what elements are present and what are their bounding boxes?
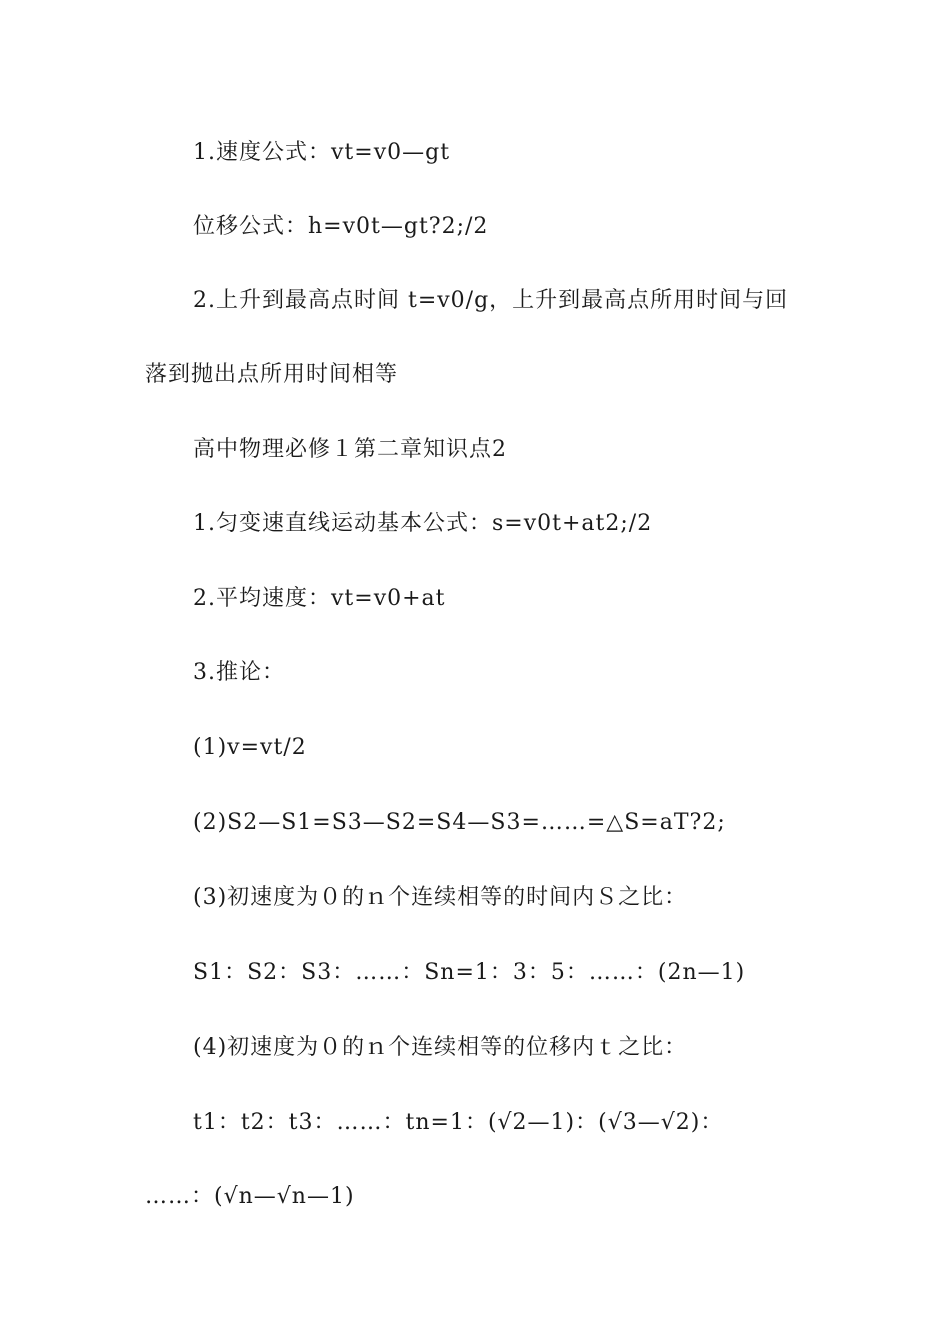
max-height-time-continuation: 落到抛出点所用时间相等 xyxy=(145,362,399,387)
displacement-formula-line: 位移公式：h=v0t—gt?2;/2 xyxy=(193,214,489,239)
corollary-heading: 3.推论： xyxy=(193,660,285,685)
corollary-1-line: (1)v=vt/2 xyxy=(193,735,307,760)
corollary-2-line: (2)S2—S1=S3—S2=S4—S3=……=△S=aT?2; xyxy=(193,810,726,835)
section-heading: 高中物理必修１第二章知识点2 xyxy=(193,437,507,462)
uniform-acceleration-formula-line: 1.匀变速直线运动基本公式：s=v0t+at2;/2 xyxy=(193,511,653,536)
corollary-3-line: (3)初速度为０的ｎ个连续相等的时间内Ｓ之比： xyxy=(193,885,688,910)
time-ratio-line: t1：t2：t3：……：tn=1：(√2—1)：(√3—√2)： xyxy=(193,1110,724,1135)
corollary-4-line: (4)初速度为０的ｎ个连续相等的位移内ｔ之比： xyxy=(193,1035,688,1060)
velocity-formula-line: 1.速度公式：vt=v0—gt xyxy=(193,140,451,165)
average-velocity-line: 2.平均速度：vt=v0+at xyxy=(193,586,446,611)
time-ratio-continuation: ……：(√n—√n—1) xyxy=(145,1184,355,1209)
displacement-ratio-line: S1：S2：S3：……：Sn=1：3：5：……：(2n—1) xyxy=(193,960,746,985)
max-height-time-line: 2.上升到最高点时间 t=v0/g，上升到最高点所用时间与回 xyxy=(193,288,789,313)
